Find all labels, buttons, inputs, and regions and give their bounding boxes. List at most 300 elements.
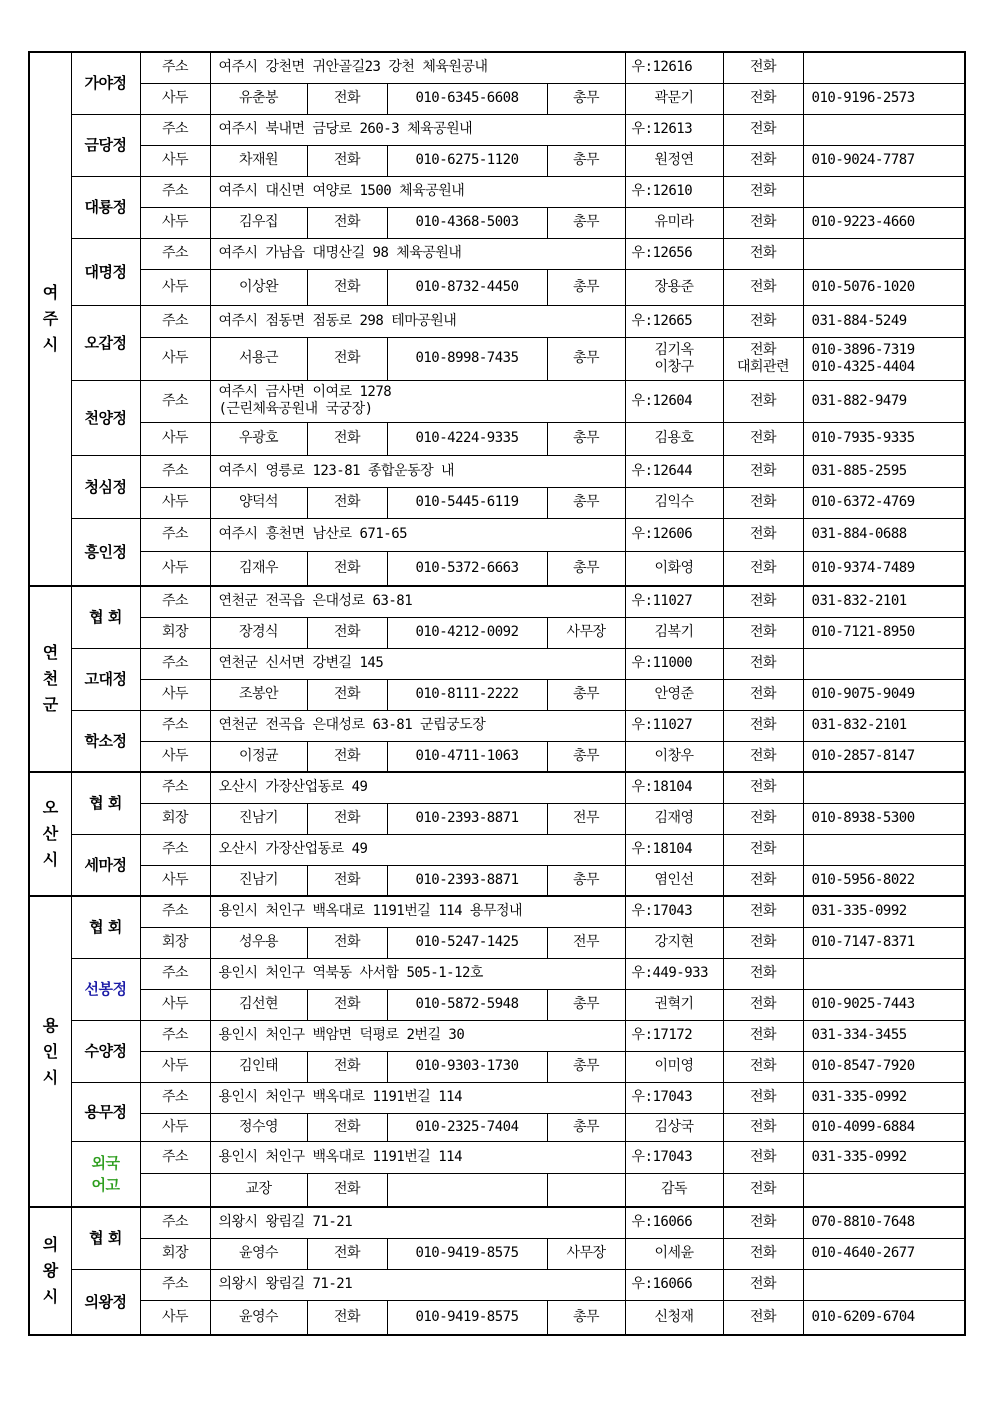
postal-code: 우:18104 bbox=[625, 834, 723, 865]
phone-label: 전화 bbox=[307, 617, 387, 648]
phone-label: 전화 bbox=[723, 1173, 803, 1207]
address-row bbox=[29, 1082, 965, 1113]
contact-row bbox=[29, 741, 965, 772]
phone-label: 전화 bbox=[307, 551, 387, 586]
sub-phone: 010-4640-2677 bbox=[803, 1238, 965, 1269]
head-phone: 010-5445-6119 bbox=[387, 487, 547, 518]
address-phone bbox=[803, 114, 965, 145]
address-row bbox=[29, 114, 965, 145]
postal-code: 우:17043 bbox=[625, 1141, 723, 1173]
postal-code: 우:18104 bbox=[625, 772, 723, 803]
phone-label: 전화 bbox=[307, 145, 387, 176]
sub-phone: 010-2857-8147 bbox=[803, 741, 965, 772]
sub-name: 이미영 bbox=[625, 1051, 723, 1082]
postal-code: 우:11027 bbox=[625, 710, 723, 741]
contact-row bbox=[29, 1113, 965, 1141]
org-name: 협 회 bbox=[71, 896, 140, 958]
address-value: 여주시 북내면 금당로 260-3 체육공원내 bbox=[210, 114, 625, 145]
phone-label: 전화 bbox=[307, 1238, 387, 1269]
org-name: 외국 어고 bbox=[71, 1141, 140, 1207]
sub-name: 장용준 bbox=[625, 269, 723, 305]
address-phone: 031-884-5249 bbox=[803, 305, 965, 337]
head-phone: 010-4711-1063 bbox=[387, 741, 547, 772]
head-name: 진남기 bbox=[210, 803, 307, 834]
phone-label: 전화 bbox=[723, 207, 803, 238]
head-name: 장경식 bbox=[210, 617, 307, 648]
phone-label: 전화 bbox=[723, 1207, 803, 1238]
sub-title-label bbox=[547, 1173, 625, 1207]
org-name: 금당정 bbox=[71, 114, 140, 176]
phone-label: 전화 bbox=[723, 896, 803, 927]
phone-label: 전화 bbox=[723, 305, 803, 337]
head-name: 윤영수 bbox=[210, 1300, 307, 1335]
sub-name: 이화영 bbox=[625, 551, 723, 586]
address-label: 주소 bbox=[140, 710, 210, 741]
contact-row bbox=[29, 422, 965, 455]
phone-label: 전화 bbox=[307, 1300, 387, 1335]
head-phone: 010-2325-7404 bbox=[387, 1113, 547, 1141]
head-title-label: 사두 bbox=[140, 269, 210, 305]
address-row bbox=[29, 176, 965, 207]
sub-title-label: 총무 bbox=[547, 83, 625, 114]
head-title-label: 회장 bbox=[140, 617, 210, 648]
phone-label: 전화 bbox=[723, 380, 803, 422]
contact-row bbox=[29, 803, 965, 834]
sub-title-label: 사무장 bbox=[547, 617, 625, 648]
phone-label: 전화 bbox=[723, 803, 803, 834]
address-row bbox=[29, 238, 965, 269]
address-phone: 031-882-9479 bbox=[803, 380, 965, 422]
head-phone: 010-9303-1730 bbox=[387, 1051, 547, 1082]
contact-directory-table bbox=[28, 51, 966, 1336]
head-title-label: 사두 bbox=[140, 551, 210, 586]
phone-label: 전화 bbox=[723, 422, 803, 455]
head-name: 정수영 bbox=[210, 1113, 307, 1141]
contact-row bbox=[29, 865, 965, 896]
phone-label: 전화 bbox=[723, 989, 803, 1020]
head-name: 김우집 bbox=[210, 207, 307, 238]
postal-code: 우:12604 bbox=[625, 380, 723, 422]
phone-label: 전화 bbox=[723, 238, 803, 269]
head-phone: 010-2393-8871 bbox=[387, 865, 547, 896]
contact-row bbox=[29, 551, 965, 586]
phone-label: 전화 bbox=[723, 145, 803, 176]
phone-label: 전화 bbox=[723, 1269, 803, 1300]
phone-label: 전화 bbox=[723, 617, 803, 648]
org-name: 흥인정 bbox=[71, 518, 140, 586]
org-name: 대명정 bbox=[71, 238, 140, 305]
org-name: 용무정 bbox=[71, 1082, 140, 1141]
postal-code: 우:17043 bbox=[625, 896, 723, 927]
phone-label: 전화 bbox=[307, 207, 387, 238]
address-row bbox=[29, 834, 965, 865]
sub-name: 김상국 bbox=[625, 1113, 723, 1141]
postal-code: 우:12606 bbox=[625, 518, 723, 551]
head-phone: 010-4224-9335 bbox=[387, 422, 547, 455]
sub-name: 권혁기 bbox=[625, 989, 723, 1020]
sub-title-label: 총무 bbox=[547, 1300, 625, 1335]
address-value: 연천군 신서면 강변길 145 bbox=[210, 648, 625, 679]
sub-phone: 010-6209-6704 bbox=[803, 1300, 965, 1335]
phone-label: 전화 bbox=[723, 834, 803, 865]
org-name: 세마정 bbox=[71, 834, 140, 896]
phone-label: 전화 bbox=[723, 269, 803, 305]
contact-row bbox=[29, 1300, 965, 1335]
address-label: 주소 bbox=[140, 518, 210, 551]
contact-row bbox=[29, 1238, 965, 1269]
head-name: 양덕석 bbox=[210, 487, 307, 518]
phone-label: 전화 bbox=[723, 1051, 803, 1082]
head-title-label: 사두 bbox=[140, 1051, 210, 1082]
address-row bbox=[29, 380, 965, 422]
sub-title-label: 총무 bbox=[547, 679, 625, 710]
phone-label: 전화 bbox=[307, 741, 387, 772]
head-title-label: 사두 bbox=[140, 1300, 210, 1335]
sub-phone: 010-8938-5300 bbox=[803, 803, 965, 834]
sub-name: 염인선 bbox=[625, 865, 723, 896]
sub-title-label: 총무 bbox=[547, 865, 625, 896]
address-value: 연천군 전곡읍 은대성로 63-81 bbox=[210, 586, 625, 617]
sub-title-label: 총무 bbox=[547, 487, 625, 518]
head-title-label: 사두 bbox=[140, 487, 210, 518]
sub-title-label: 총무 bbox=[547, 1113, 625, 1141]
sub-name: 김익수 bbox=[625, 487, 723, 518]
region-name: 여 주 시 bbox=[29, 52, 71, 586]
sub-phone: 010-8547-7920 bbox=[803, 1051, 965, 1082]
head-name: 교장 bbox=[210, 1173, 307, 1207]
sub-phone: 010-5956-8022 bbox=[803, 865, 965, 896]
sub-name: 김기옥 이창구 bbox=[625, 337, 723, 380]
address-label: 주소 bbox=[140, 1141, 210, 1173]
address-value: 의왕시 왕림길 71-21 bbox=[210, 1269, 625, 1300]
address-row bbox=[29, 710, 965, 741]
address-row bbox=[29, 772, 965, 803]
head-phone: 010-5872-5948 bbox=[387, 989, 547, 1020]
sub-title-label: 총무 bbox=[547, 145, 625, 176]
sub-name: 감독 bbox=[625, 1173, 723, 1207]
phone-label: 전화 bbox=[307, 927, 387, 958]
address-label: 주소 bbox=[140, 305, 210, 337]
address-row bbox=[29, 455, 965, 487]
address-label: 주소 bbox=[140, 238, 210, 269]
head-name: 진남기 bbox=[210, 865, 307, 896]
head-title-label: 사두 bbox=[140, 337, 210, 380]
postal-code: 우:449-933 bbox=[625, 958, 723, 989]
phone-label: 전화 bbox=[723, 1238, 803, 1269]
region-name: 의 왕 시 bbox=[29, 1207, 71, 1335]
contact-row bbox=[29, 679, 965, 710]
address-row bbox=[29, 1020, 965, 1051]
head-title-label: 사두 bbox=[140, 207, 210, 238]
org-name: 수양정 bbox=[71, 1020, 140, 1082]
head-title-label: 사두 bbox=[140, 145, 210, 176]
sub-phone: 010-5076-1020 bbox=[803, 269, 965, 305]
phone-label: 전화 bbox=[723, 176, 803, 207]
sub-name: 신청재 bbox=[625, 1300, 723, 1335]
phone-label: 전화 bbox=[307, 803, 387, 834]
sub-phone: 010-9374-7489 bbox=[803, 551, 965, 586]
address-value: 오산시 가장산업동로 49 bbox=[210, 834, 625, 865]
address-value: 용인시 처인구 백옥대로 1191번길 114 용무정내 bbox=[210, 896, 625, 927]
postal-code: 우:12656 bbox=[625, 238, 723, 269]
phone-label: 전화 bbox=[307, 989, 387, 1020]
sub-phone: 010-6372-4769 bbox=[803, 487, 965, 518]
postal-code: 우:16066 bbox=[625, 1207, 723, 1238]
address-label: 주소 bbox=[140, 958, 210, 989]
address-label: 주소 bbox=[140, 834, 210, 865]
phone-label: 전화 bbox=[723, 455, 803, 487]
address-phone bbox=[803, 238, 965, 269]
sub-name: 유미라 bbox=[625, 207, 723, 238]
phone-label: 전화 bbox=[307, 1051, 387, 1082]
sub-name: 김재영 bbox=[625, 803, 723, 834]
phone-label: 전화 bbox=[723, 1082, 803, 1113]
sub-phone: 010-9025-7443 bbox=[803, 989, 965, 1020]
postal-code: 우:17172 bbox=[625, 1020, 723, 1051]
sub-title-label: 총무 bbox=[547, 989, 625, 1020]
sub-title-label: 총무 bbox=[547, 207, 625, 238]
address-value: 오산시 가장산업동로 49 bbox=[210, 772, 625, 803]
org-name: 대룡정 bbox=[71, 176, 140, 238]
head-title-label: 사두 bbox=[140, 865, 210, 896]
address-label: 주소 bbox=[140, 114, 210, 145]
phone-label: 전화 bbox=[307, 679, 387, 710]
address-phone: 031-335-0992 bbox=[803, 1141, 965, 1173]
phone-label: 전화 bbox=[307, 83, 387, 114]
head-title-label: 회장 bbox=[140, 927, 210, 958]
org-name: 천양정 bbox=[71, 380, 140, 455]
address-phone bbox=[803, 648, 965, 679]
phone-label: 전화 bbox=[723, 958, 803, 989]
address-row bbox=[29, 1207, 965, 1238]
address-phone bbox=[803, 958, 965, 989]
sub-name: 이창우 bbox=[625, 741, 723, 772]
address-value: 용인시 처인구 백옥대로 1191번길 114 bbox=[210, 1141, 625, 1173]
address-phone bbox=[803, 176, 965, 207]
head-phone: 010-9419-8575 bbox=[387, 1238, 547, 1269]
address-phone bbox=[803, 772, 965, 803]
address-label: 주소 bbox=[140, 1207, 210, 1238]
address-value: 용인시 처인구 백옥대로 1191번길 114 bbox=[210, 1082, 625, 1113]
org-name: 가야정 bbox=[71, 52, 140, 114]
address-phone: 031-334-3455 bbox=[803, 1020, 965, 1051]
head-title-label: 사두 bbox=[140, 679, 210, 710]
phone-label: 전화 bbox=[723, 518, 803, 551]
sub-name: 김용호 bbox=[625, 422, 723, 455]
head-phone: 010-6275-1120 bbox=[387, 145, 547, 176]
address-label: 주소 bbox=[140, 1082, 210, 1113]
phone-label: 전화 bbox=[723, 114, 803, 145]
address-value: 용인시 처인구 역북동 사서함 505-1-12호 bbox=[210, 958, 625, 989]
head-name: 유춘봉 bbox=[210, 83, 307, 114]
phone-label: 전화 대회관련 bbox=[723, 337, 803, 380]
contact-row bbox=[29, 269, 965, 305]
address-row bbox=[29, 896, 965, 927]
sub-name: 안영준 bbox=[625, 679, 723, 710]
head-phone: 010-5372-6663 bbox=[387, 551, 547, 586]
org-name: 협 회 bbox=[71, 586, 140, 648]
phone-label: 전화 bbox=[723, 487, 803, 518]
head-name: 차재원 bbox=[210, 145, 307, 176]
sub-phone: 010-9024-7787 bbox=[803, 145, 965, 176]
address-row bbox=[29, 52, 965, 83]
head-title-label: 사두 bbox=[140, 989, 210, 1020]
address-row bbox=[29, 305, 965, 337]
phone-label: 전화 bbox=[307, 487, 387, 518]
address-phone bbox=[803, 834, 965, 865]
phone-label: 전화 bbox=[723, 710, 803, 741]
address-phone: 031-335-0992 bbox=[803, 1082, 965, 1113]
address-row bbox=[29, 1269, 965, 1300]
address-row bbox=[29, 648, 965, 679]
phone-label: 전화 bbox=[723, 586, 803, 617]
phone-label: 전화 bbox=[723, 679, 803, 710]
address-phone: 031-335-0992 bbox=[803, 896, 965, 927]
head-name: 김선현 bbox=[210, 989, 307, 1020]
org-name: 선봉정 bbox=[71, 958, 140, 1020]
contact-row bbox=[29, 83, 965, 114]
phone-label: 전화 bbox=[723, 551, 803, 586]
postal-code: 우:12644 bbox=[625, 455, 723, 487]
phone-label: 전화 bbox=[723, 52, 803, 83]
address-label: 주소 bbox=[140, 1269, 210, 1300]
sub-title-label: 총무 bbox=[547, 422, 625, 455]
address-row bbox=[29, 1141, 965, 1173]
sub-name: 이세윤 bbox=[625, 1238, 723, 1269]
address-value: 여주시 점동면 점동로 298 테마공원내 bbox=[210, 305, 625, 337]
org-name: 협 회 bbox=[71, 772, 140, 834]
sub-title-label: 총무 bbox=[547, 551, 625, 586]
contact-row bbox=[29, 1173, 965, 1207]
phone-label: 전화 bbox=[723, 83, 803, 114]
phone-label: 전화 bbox=[307, 865, 387, 896]
postal-code: 우:12613 bbox=[625, 114, 723, 145]
address-label: 주소 bbox=[140, 586, 210, 617]
org-name: 청심정 bbox=[71, 455, 140, 518]
sub-phone: 010-3896-7319 010-4325-4404 bbox=[803, 337, 965, 380]
region-name: 연 천 군 bbox=[29, 586, 71, 772]
head-name: 조봉안 bbox=[210, 679, 307, 710]
address-phone: 070-8810-7648 bbox=[803, 1207, 965, 1238]
sub-title-label: 사무장 bbox=[547, 1238, 625, 1269]
head-phone: 010-8998-7435 bbox=[387, 337, 547, 380]
address-phone: 031-884-0688 bbox=[803, 518, 965, 551]
address-label: 주소 bbox=[140, 380, 210, 422]
sub-title-label: 총무 bbox=[547, 741, 625, 772]
phone-label: 전화 bbox=[307, 337, 387, 380]
head-phone: 010-8732-4450 bbox=[387, 269, 547, 305]
head-name: 우광호 bbox=[210, 422, 307, 455]
phone-label: 전화 bbox=[307, 1173, 387, 1207]
address-label: 주소 bbox=[140, 772, 210, 803]
contact-row bbox=[29, 487, 965, 518]
head-phone: 010-6345-6608 bbox=[387, 83, 547, 114]
head-phone: 010-9419-8575 bbox=[387, 1300, 547, 1335]
head-phone: 010-4368-5003 bbox=[387, 207, 547, 238]
head-name: 성우용 bbox=[210, 927, 307, 958]
sub-phone: 010-4099-6884 bbox=[803, 1113, 965, 1141]
phone-label: 전화 bbox=[723, 1300, 803, 1335]
address-label: 주소 bbox=[140, 1020, 210, 1051]
sub-title-label: 총무 bbox=[547, 269, 625, 305]
head-name: 서용근 bbox=[210, 337, 307, 380]
phone-label: 전화 bbox=[723, 927, 803, 958]
postal-code: 우:16066 bbox=[625, 1269, 723, 1300]
sub-phone: 010-7147-8371 bbox=[803, 927, 965, 958]
org-name: 학소정 bbox=[71, 710, 140, 772]
sub-phone: 010-9075-9049 bbox=[803, 679, 965, 710]
address-value: 연천군 전곡읍 은대성로 63-81 군립궁도장 bbox=[210, 710, 625, 741]
postal-code: 우:11027 bbox=[625, 586, 723, 617]
postal-code: 우:12610 bbox=[625, 176, 723, 207]
phone-label: 전화 bbox=[307, 269, 387, 305]
phone-label: 전화 bbox=[307, 1113, 387, 1141]
phone-label: 전화 bbox=[723, 648, 803, 679]
postal-code: 우:17043 bbox=[625, 1082, 723, 1113]
postal-code: 우:12665 bbox=[625, 305, 723, 337]
phone-label: 전화 bbox=[723, 1020, 803, 1051]
org-name: 고대정 bbox=[71, 648, 140, 710]
address-row bbox=[29, 958, 965, 989]
head-title-label: 회장 bbox=[140, 1238, 210, 1269]
address-value: 여주시 금사면 이여로 1278 (근린체육공원내 국궁장) bbox=[210, 380, 625, 422]
head-name: 김인태 bbox=[210, 1051, 307, 1082]
address-value: 여주시 가남읍 대명산길 98 체육공원내 bbox=[210, 238, 625, 269]
phone-label: 전화 bbox=[723, 865, 803, 896]
sub-phone: 010-7121-8950 bbox=[803, 617, 965, 648]
phone-label: 전화 bbox=[723, 741, 803, 772]
address-phone bbox=[803, 52, 965, 83]
contact-row bbox=[29, 337, 965, 380]
head-phone: 010-4212-0092 bbox=[387, 617, 547, 648]
head-name: 김재우 bbox=[210, 551, 307, 586]
head-title-label: 사두 bbox=[140, 83, 210, 114]
head-name: 이상완 bbox=[210, 269, 307, 305]
head-phone: 010-5247-1425 bbox=[387, 927, 547, 958]
address-phone: 031-885-2595 bbox=[803, 455, 965, 487]
head-title-label: 회장 bbox=[140, 803, 210, 834]
org-name: 협 회 bbox=[71, 1207, 140, 1269]
phone-label: 전화 bbox=[307, 422, 387, 455]
sub-name: 원정연 bbox=[625, 145, 723, 176]
address-label: 주소 bbox=[140, 52, 210, 83]
contact-row bbox=[29, 207, 965, 238]
head-phone: 010-2393-8871 bbox=[387, 803, 547, 834]
address-value: 여주시 흥천면 남산로 671-65 bbox=[210, 518, 625, 551]
address-value: 여주시 강천면 귀안골길23 강천 체육원공내 bbox=[210, 52, 625, 83]
address-value: 용인시 처인구 백암면 덕평로 2번길 30 bbox=[210, 1020, 625, 1051]
postal-code: 우:11000 bbox=[625, 648, 723, 679]
address-phone bbox=[803, 1269, 965, 1300]
address-label: 주소 bbox=[140, 896, 210, 927]
head-phone: 010-8111-2222 bbox=[387, 679, 547, 710]
sub-title-label: 총무 bbox=[547, 1051, 625, 1082]
contact-row bbox=[29, 145, 965, 176]
head-title-label: 사두 bbox=[140, 741, 210, 772]
head-title-label: 사두 bbox=[140, 1113, 210, 1141]
head-title-label bbox=[140, 1173, 210, 1207]
sub-title-label: 전무 bbox=[547, 927, 625, 958]
sub-phone: 010-9223-4660 bbox=[803, 207, 965, 238]
address-label: 주소 bbox=[140, 176, 210, 207]
sub-title-label: 총무 bbox=[547, 337, 625, 380]
sub-title-label: 전무 bbox=[547, 803, 625, 834]
address-value: 여주시 대신면 여양로 1500 체육공원내 bbox=[210, 176, 625, 207]
phone-label: 전화 bbox=[723, 1141, 803, 1173]
org-name: 오갑정 bbox=[71, 305, 140, 380]
head-name: 윤영수 bbox=[210, 1238, 307, 1269]
address-value: 의왕시 왕림길 71-21 bbox=[210, 1207, 625, 1238]
